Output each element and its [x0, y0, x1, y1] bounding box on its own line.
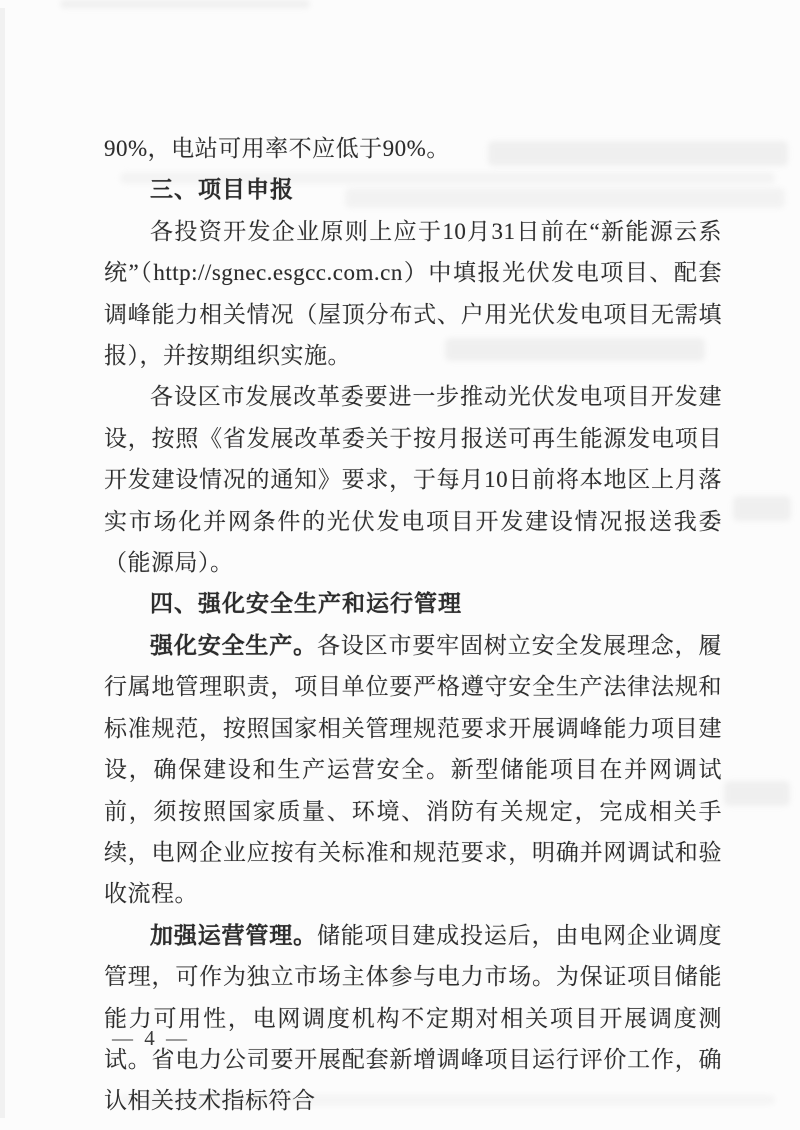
paragraph-text: 储能项目建成投运后，由电网企业调度管理，可作为独立市场主体参与电力市场。为保证项目储能能力可用性，电网调度机构不定期对相关项目开展调度测试。省电力公司要开展配套新增调峰项目运行评价工作，确认相关技术指标符合: [104, 922, 723, 1114]
body-continuation-line: 90%，电站可用率不应低于90%。: [104, 136, 450, 161]
section-heading-3: 三、项目申报: [150, 176, 294, 203]
paragraph-lead: 加强运营管理。: [150, 921, 317, 948]
paragraph-safety-production: [104, 625, 722, 915]
scan-edge-artifact: [0, 8, 5, 1118]
paragraph-operations-management: [104, 915, 722, 1122]
paragraph-lead: 强化安全生产。: [150, 631, 317, 658]
paragraph-monthly-reporting: 各设区市发展改革委要进一步推动光伏发电项目开发建设，按照《省发展改革委关于按月报送可再生能源发电项目开发建设情况的通知》要求，于每月10日前将本地区上月落实市场化并网条件的光伏发电项目开发建设情况报送我委（能源局）。: [104, 384, 722, 576]
section-heading-4: 四、强化安全生产和运行管理: [150, 590, 462, 617]
bleedthrough-artifact: [60, 0, 310, 8]
paragraph-project-filing: 各投资开发企业原则上应于10月31日前在“新能源云系统”（http://sgnec.esgcc.com.cn）中填报光伏发电项目、配套调峰能力相关情况（屋顶分布式、户用光伏发电项目无需填报），并按期组织实施。: [104, 218, 722, 369]
bleedthrough-artifact: [724, 781, 790, 806]
bleedthrough-artifact: [733, 496, 791, 521]
page-number: — 4 —: [112, 1026, 190, 1050]
paragraph-text: 各设区市要牢固树立安全发展理念，履行属地管理职责，项目单位要严格遵守安全生产法律法规和标准规范，按照国家相关管理规范要求开展调峰能力项目建设，确保建设和生产运营安全。新型储能项目在并网调试前，须按照国家质量、环境、消防有关规定，完成相关手续，电网企业应按有关标准和规范要求，明确并网调试和验收流程。: [104, 632, 723, 907]
document-body: [104, 128, 722, 1122]
